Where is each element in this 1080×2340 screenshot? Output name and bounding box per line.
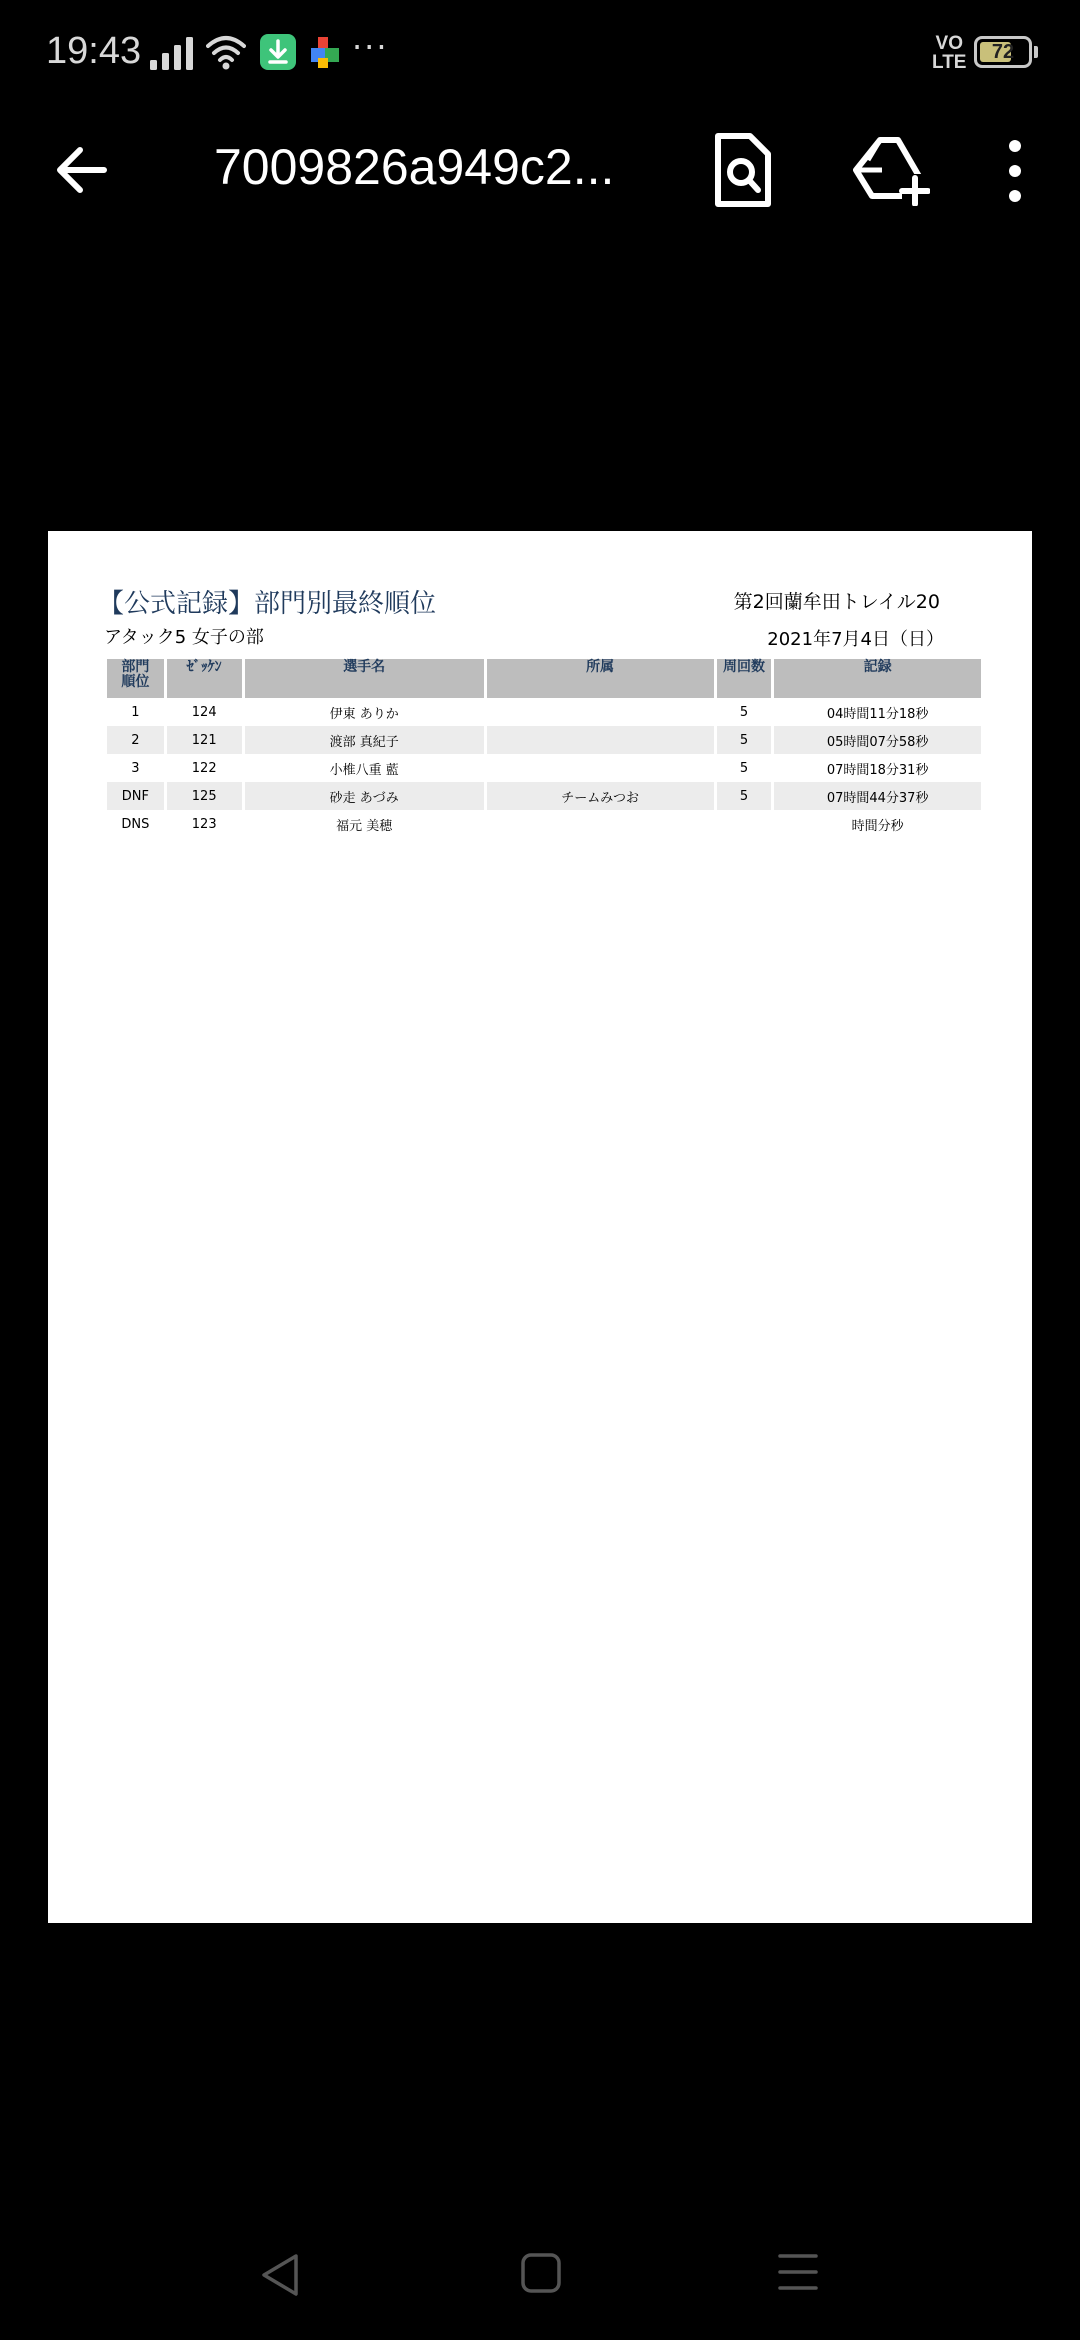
back-arrow-icon[interactable] — [46, 134, 118, 206]
status-bar — [0, 0, 1080, 110]
navigation-bar — [0, 2220, 1080, 2340]
cell-name: 福元 美穂 — [336, 818, 393, 834]
volte-indicator — [932, 34, 966, 72]
col-laps: 周回数 — [717, 659, 772, 698]
cell-bib: 125 — [167, 782, 242, 810]
cell-team — [487, 810, 714, 838]
app-bar — [0, 110, 1080, 230]
document-title: 【公式記録】部門別最終順位 — [98, 589, 437, 619]
cell-laps: 5 — [739, 760, 749, 776]
cell-name: 伊東 ありか — [329, 706, 399, 722]
document-page[interactable] — [48, 531, 1032, 1923]
table-row — [107, 810, 981, 838]
download-icon — [260, 34, 296, 70]
col-rank: 部門 順位 — [107, 659, 164, 698]
cell-laps: 5 — [739, 704, 749, 720]
col-time: 記録 — [774, 659, 981, 698]
cell-name: 小椎八重 藍 — [329, 762, 399, 778]
wifi-icon — [206, 34, 246, 70]
signal-icon — [150, 36, 194, 70]
file-title: 7009826a949c2... — [214, 139, 615, 195]
category-name: アタック5 女子の部 — [104, 627, 264, 648]
col-name: 選手名 — [245, 659, 484, 698]
cell-bib: 124 — [191, 704, 217, 720]
cell-name: 渡部 真紀子 — [245, 726, 484, 754]
nav-back-icon[interactable] — [256, 2250, 306, 2300]
table-row — [107, 754, 981, 782]
col-bib: ｾﾞｯｹﾝ — [167, 659, 242, 698]
cell-name: 砂走 あづみ — [245, 782, 484, 810]
battery-level: 72 — [991, 41, 1015, 63]
cell-rank: 3 — [131, 760, 140, 776]
cell-rank: DNF — [107, 782, 164, 810]
nav-recents-icon[interactable] — [778, 2252, 818, 2292]
lte-label: LTE — [932, 52, 967, 73]
battery-icon — [974, 36, 1032, 68]
cell-time: 時間分秒 — [851, 818, 904, 834]
status-time: 19:43 — [46, 30, 142, 72]
results-table — [104, 659, 984, 838]
cell-bib: 122 — [191, 760, 217, 776]
puzzle-icon — [308, 34, 344, 70]
cell-laps — [717, 810, 772, 838]
battery-nub — [1034, 46, 1038, 58]
drive-add-icon[interactable] — [852, 134, 930, 206]
event-name: 第2回蘭牟田トレイル20 — [733, 591, 940, 613]
volte-label: VO — [935, 33, 963, 54]
cell-bib: 123 — [191, 816, 217, 832]
cell-time: 04時間11分18秒 — [826, 706, 929, 722]
nav-home-icon[interactable] — [520, 2252, 562, 2294]
cell-time: 07時間44分37秒 — [774, 782, 981, 810]
table-row — [107, 698, 981, 726]
cell-laps: 5 — [717, 726, 772, 754]
cell-rank: 1 — [131, 704, 140, 720]
header-row — [107, 659, 981, 698]
cell-rank: 2 — [107, 726, 164, 754]
cell-time: 05時間07分58秒 — [774, 726, 981, 754]
cell-time: 07時間18分31秒 — [826, 762, 929, 778]
cell-team — [487, 754, 714, 782]
more-notifications: ··· — [352, 28, 389, 66]
cell-team: チームみつお — [487, 782, 714, 810]
event-date: 2021年7月4日（日） — [767, 629, 944, 650]
search-document-icon[interactable] — [710, 132, 776, 208]
more-vert-icon[interactable] — [1000, 136, 1030, 206]
cell-team — [487, 726, 714, 754]
cell-laps: 5 — [717, 782, 772, 810]
cell-team — [487, 698, 714, 726]
cell-rank: DNS — [121, 816, 150, 832]
table-row — [107, 782, 981, 810]
table-row — [107, 726, 981, 754]
col-team: 所属 — [487, 659, 714, 698]
cell-bib: 121 — [167, 726, 242, 754]
